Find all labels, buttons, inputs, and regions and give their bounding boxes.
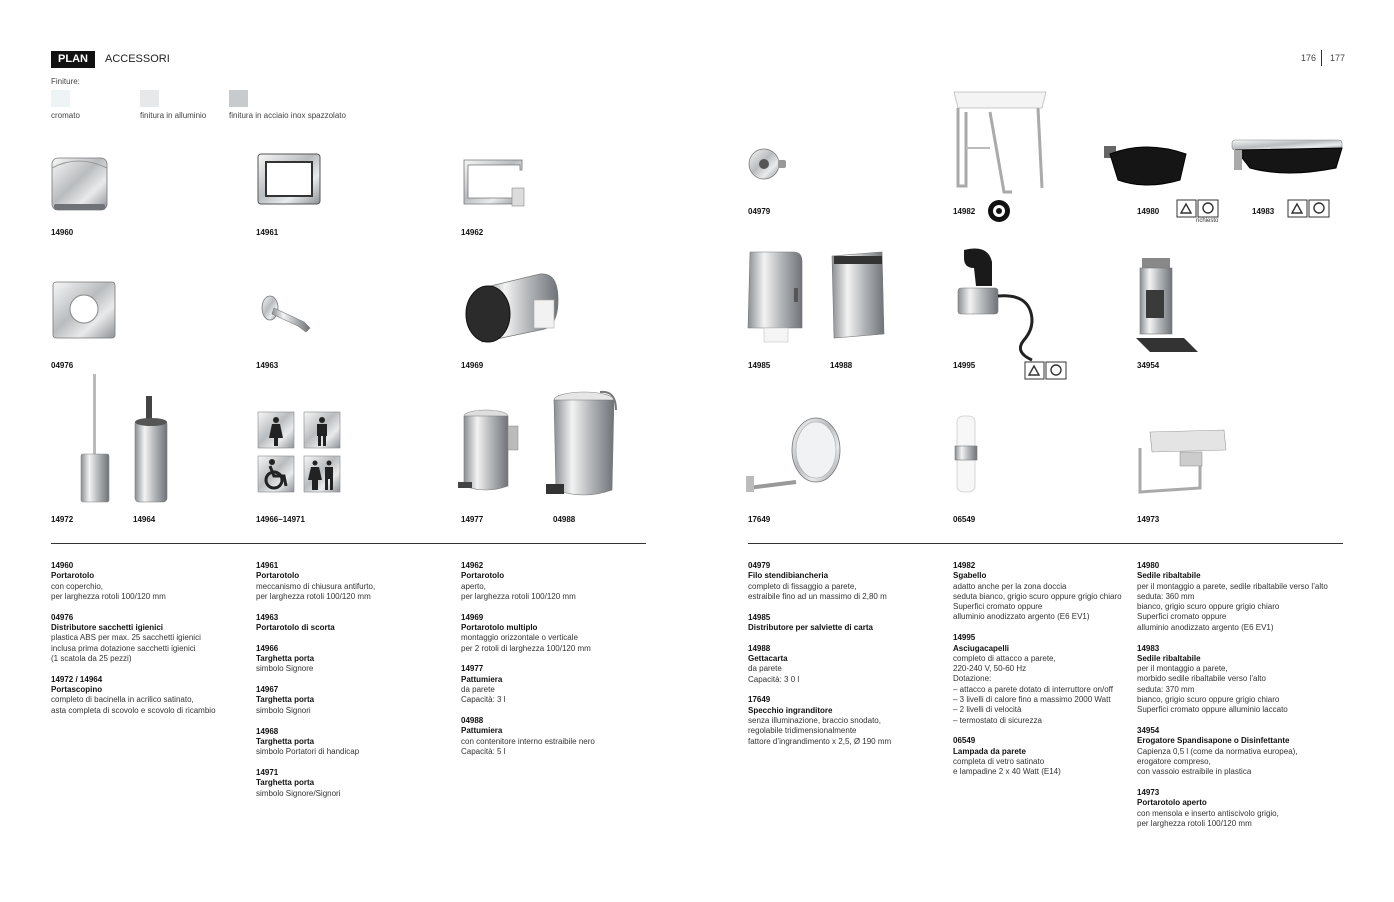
description-block [256, 685, 446, 716]
product-image-04976 [48, 276, 120, 342]
divider-right [748, 543, 1343, 544]
description-title: Filo stendibiancheria [748, 571, 829, 581]
description-block [256, 644, 446, 675]
description-text: simbolo Signore/Signori [256, 788, 341, 798]
description-code: 14973 [1137, 788, 1160, 798]
description-block [256, 613, 446, 634]
divider-left [51, 543, 646, 544]
description-code: 14971 [256, 767, 279, 777]
product-code: 14969 [461, 361, 484, 370]
description-block [461, 561, 651, 602]
product-image-34954 [1132, 252, 1202, 356]
description-text: completo di attacco a parete, 220-240 V, 50-60 Hz Dotazione: – attacco a parete dotato di interruttore on/off – 3 livelli di calore fino a massimo 2000 Watt – 2 livelli di velocità – termostato di sicurezza [953, 653, 1113, 725]
description-text: adatto anche per la zona doccia seduta bianco, grigio scuro oppure grigio chiaro Superfici cromato oppure alluminio anodizzato argento (E6 EV1) [953, 581, 1122, 622]
description-title: Sgabello [953, 571, 987, 581]
product-image-14973 [1134, 426, 1230, 498]
description-block [748, 613, 938, 634]
description-code: 04979 [748, 561, 771, 570]
description-text: montaggio orizzontale o verticale per 2 rotoli di larghezza 100/120 mm [461, 633, 591, 653]
description-title: Lampada da parete [953, 746, 1026, 756]
product-image-14961 [252, 150, 324, 210]
product-code: 14962 [461, 228, 484, 237]
description-text: con contenitore interno estraibile nero Capacità: 5 l [461, 736, 595, 756]
description-block [256, 768, 446, 799]
product-code: 14964 [133, 515, 156, 524]
description-block [256, 561, 446, 602]
brand-tag: PLAN [51, 51, 95, 68]
product-code: 14977 [461, 515, 484, 524]
product-code: 14980 [1137, 207, 1160, 216]
description-text: con mensola e inserto antiscivolo grigio, per larghezza rotoli 100/120 mm [1137, 808, 1279, 829]
product-code: 14973 [1137, 515, 1160, 524]
description-title: Erogatore Spandisapone o Disinfettante [1137, 736, 1290, 746]
description-block [1137, 644, 1342, 716]
product-image-14995 [954, 244, 1054, 364]
swatch-chrome-label: cromato [51, 111, 80, 120]
cert-note: richiesto [1196, 218, 1219, 224]
description-block [953, 633, 1143, 726]
description-code: 17649 [748, 695, 771, 705]
section-title: ACCESSORI [105, 53, 170, 65]
swatch-steel [229, 90, 248, 107]
product-code: 14966–14971 [256, 515, 305, 524]
description-code: 14985 [748, 612, 771, 622]
finishes-label: Finiture: [51, 77, 80, 86]
product-image-14963 [256, 288, 320, 338]
description-title: Distributore per salviette di carta [748, 622, 873, 632]
swatch-steel-label: finitura in acciaio inox spazzolato [229, 111, 346, 120]
description-code: 14980 [1137, 561, 1160, 570]
description-code: 14966 [256, 643, 279, 653]
product-code: 14960 [51, 228, 74, 237]
product-code: 17649 [748, 515, 771, 524]
description-block [748, 695, 938, 746]
description-title: Targhetta porta [256, 654, 315, 664]
description-title: Pattumiera [461, 726, 503, 736]
description-block [748, 561, 938, 602]
certification-badge-icon [987, 199, 1011, 223]
product-image-14982 [950, 88, 1050, 200]
safety-cert-icon [1176, 199, 1220, 219]
description-text: completo di bacinella in acrilico satinato, asta completa di scovolo e scovolo di ricambio [51, 695, 216, 715]
description-code: 04976 [51, 612, 74, 622]
description-text: simbolo Signori [256, 705, 311, 715]
description-title: Sedile ribaltabile [1137, 653, 1201, 663]
product-code: 06549 [953, 515, 976, 524]
description-title: Asciugacapelli [953, 643, 1010, 653]
description-title: Targhetta porta [256, 778, 315, 788]
product-code: 14972 [51, 515, 74, 524]
description-code: 14967 [256, 685, 279, 695]
product-image-14983 [1226, 134, 1348, 188]
description-column [256, 561, 446, 809]
description-code: 14972 / 14964 [51, 674, 103, 684]
product-code: 14982 [953, 207, 976, 216]
description-block [953, 561, 1143, 623]
product-image-14980 [1100, 138, 1192, 190]
description-code: 14983 [1137, 643, 1160, 653]
description-block [51, 675, 241, 716]
description-column [748, 561, 938, 757]
description-column [953, 561, 1143, 788]
description-text: senza illuminazione, braccio snodato, regolabile tridimensionalmente fattore d’ingrandimento x 2,5, Ø 190 mm [748, 716, 892, 746]
product-code: 14983 [1252, 207, 1275, 216]
description-block [1137, 788, 1342, 829]
description-block [1137, 726, 1342, 777]
product-image-14988 [828, 250, 890, 342]
product-code: 14963 [256, 361, 279, 370]
description-block [1137, 561, 1342, 633]
product-code: 04988 [553, 515, 576, 524]
description-code: 14962 [461, 561, 484, 570]
product-code: 04979 [748, 207, 771, 216]
product-image-14962 [458, 152, 530, 214]
swatch-chrome [51, 90, 70, 107]
description-title: Portarotolo di scorta [256, 622, 335, 632]
product-image-17649 [744, 414, 844, 494]
product-code: 14995 [953, 361, 976, 370]
page-number-right: 177 [1330, 53, 1346, 63]
description-title: Targhetta porta [256, 695, 315, 705]
description-text: aperto, per larghezza rotoli 100/120 mm [461, 581, 576, 601]
description-code: 06549 [953, 736, 976, 746]
description-text: plastica ABS per max. 25 sacchetti igienici inclusa prima dotazione sacchetti igienici (1 scatola da 25 pezzi) [51, 633, 201, 663]
description-block [953, 736, 1143, 777]
description-block [461, 613, 651, 654]
description-title: Sedile ribaltabile [1137, 571, 1201, 581]
description-block [461, 716, 651, 757]
description-title: Specchio ingranditore [748, 705, 833, 715]
description-code: 14961 [256, 561, 279, 570]
safety-cert-icon [1287, 199, 1331, 219]
description-text: simbolo Portatori di handicap [256, 747, 360, 757]
page-divider [1321, 50, 1322, 66]
product-image-14985 [744, 248, 806, 346]
description-code: 04988 [461, 716, 484, 726]
description-code: 14995 [953, 633, 976, 643]
description-code: 14968 [256, 726, 279, 736]
description-title: Portarotolo multiplo [461, 622, 538, 632]
description-text: per il montaggio a parete, morbido sedile ribaltabile verso l’alto seduta: 370 mm bianco, grigio scuro oppure grigio chiaro Superfici cromato oppure alluminio laccato [1137, 664, 1288, 715]
product-image-14977-04988 [456, 386, 626, 508]
safety-cert-icon [1024, 361, 1068, 381]
description-column [51, 561, 241, 726]
description-text: completo di fissaggio a parete, estraibile fino ad un massimo di 2,80 m [748, 581, 887, 601]
description-title: Portarotolo [51, 571, 95, 581]
description-title: Gettacarta [748, 654, 788, 664]
description-text: Capienza 0,5 l (come da normativa europea), erogatore compreso, con vassoio estraibile in plastica [1137, 746, 1298, 777]
swatch-aluminium-label: finitura in alluminio [140, 111, 207, 120]
description-code: 14977 [461, 664, 484, 674]
description-block [748, 644, 938, 685]
description-text: simbolo Signore [256, 664, 314, 674]
page-number-left: 176 [1301, 53, 1317, 63]
description-title: Distributore sacchetti igienici [51, 622, 164, 632]
product-code: 34954 [1137, 361, 1160, 370]
description-block [51, 613, 241, 664]
product-code: 14988 [830, 361, 853, 370]
product-code: 14985 [748, 361, 771, 370]
swatch-aluminium [140, 90, 159, 107]
description-title: Targhetta porta [256, 736, 315, 746]
description-column [1137, 561, 1342, 840]
description-code: 34954 [1137, 726, 1160, 736]
description-text: con coperchio, per larghezza rotoli 100/120 mm [51, 581, 166, 601]
product-image-14969 [462, 270, 562, 346]
description-code: 14963 [256, 612, 279, 622]
description-title: Portascopino [51, 684, 103, 694]
product-image-14960 [48, 150, 112, 216]
description-column [461, 561, 651, 768]
description-text: completa di vetro satinato e lampadine 2 x 40 Watt (E14) [953, 757, 1061, 777]
description-code: 14969 [461, 612, 484, 622]
description-code: 14988 [748, 643, 771, 653]
description-block [461, 664, 651, 705]
product-code: 04976 [51, 361, 74, 370]
description-text: meccanismo di chiusura antifurto, per larghezza rotoli 100/120 mm [256, 581, 376, 601]
description-code: 14982 [953, 561, 976, 570]
description-text: da parete Capacità: 3 0 l [748, 664, 800, 684]
description-block [256, 727, 446, 758]
description-title: Portarotolo [256, 571, 300, 581]
product-image-14966-14971 [256, 410, 342, 494]
description-text: da parete Capacità: 3 l [461, 684, 506, 705]
description-title: Portarotolo aperto [1137, 798, 1207, 808]
product-image-04979 [746, 144, 790, 184]
product-image-06549 [952, 412, 982, 496]
description-block [51, 561, 241, 602]
description-title: Pattumiera [461, 674, 503, 684]
description-code: 14960 [51, 561, 74, 570]
product-code: 14961 [256, 228, 279, 237]
description-text: per il montaggio a parete, sedile ribaltabile verso l’alto seduta: 360 mm bianco, grigio scuro oppure grigio chiaro Superfici cromato oppure alluminio anodizzato argento (E6 EV1) [1137, 581, 1328, 632]
description-title: Portarotolo [461, 571, 505, 581]
product-image-14972-14964 [76, 372, 172, 508]
